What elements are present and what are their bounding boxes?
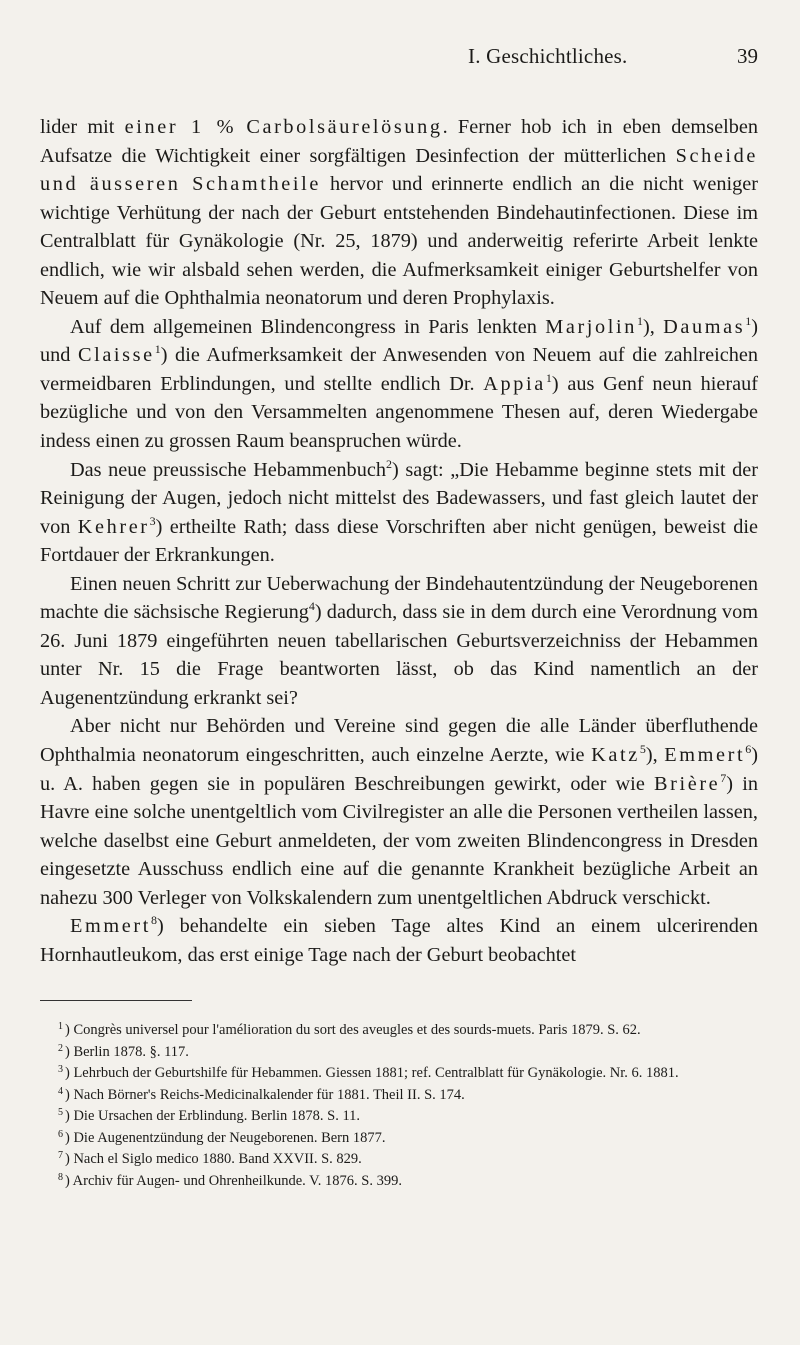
author-name: Emmert — [664, 744, 746, 767]
footnote-ref: 2 — [386, 456, 392, 471]
footnote-ref: 6 — [745, 742, 752, 757]
author-name: Emmert — [70, 915, 151, 938]
paragraph-5: Aber nicht nur Behörden und Vereine sind gegen die alle Länder überfluthende Ophthalmia neonatorum eingeschritten, auch einzelne Aerzte, wie Katz$^5$), Emmert$^6$) u. A. haben gegen sie in populären Beschreibungen gewirkt, oder wie Brière$^7$) in Havre eine solche unentgeltlich vom Civilregister an alle die Personen vertheilen lassen, welche daselbst eine Geburt anmeldeten, der vom zweiten Blindencongress in Dresden eingesetzte Ausschuss endlich eine auf die genannte Krankheit bezügliche Arbeit an nahezu 300 Verleger von Volkskalendern zum unentgeltlichen Abdruck verschickt. — [40, 715, 758, 909]
author-name: Claisse — [77, 344, 155, 367]
body-text — [40, 113, 758, 969]
footnote-ref: 1 — [154, 342, 161, 357]
footnote: $^7$ ) Nach el Siglo medico 1880. Band XXVII. S. 829. — [58, 1150, 362, 1167]
chapter-title: I. Geschichtliches. — [468, 44, 628, 68]
footnote-ref: 1 — [637, 313, 643, 328]
footnote: $^2$ ) Berlin 1878. §. 117. — [58, 1042, 189, 1060]
footnote-ref: 3 — [149, 513, 156, 528]
author-name: Katz — [591, 744, 640, 767]
footnotes — [40, 1020, 758, 1192]
paragraph-6: Emmert$^8$) behandelte ein sieben Tage altes Kind an einem ulcerirenden Hornhautleukom, das erst einige Tage nach der Geburt beobachtet — [40, 913, 758, 966]
footnote-ref: 7 — [720, 770, 727, 785]
footnote: $^6$ ) Die Augenentzündung der Neugeborenen. Bern 1877. — [58, 1128, 386, 1146]
footnote: $^4$ ) Nach Börner's Reichs-Medicinalkalender für 1881. Theil II. S. 174. — [58, 1085, 465, 1103]
author-name: Marjolin — [545, 315, 637, 338]
footnote-ref: 5 — [639, 742, 646, 757]
footnote: $^1$ ) Congrès universel pour l'amélioration du sort des aveugles et des sourds-muets. Paris 1879. S. 62. — [58, 1021, 641, 1038]
author-name: Appia — [483, 372, 546, 395]
footnote-ref: 1 — [745, 313, 752, 328]
footnote: $^8$ ) Archiv für Augen- und Ohrenheilkunde. V. 1876. S. 399. — [58, 1171, 402, 1189]
paragraph-1: lider mit einer 1 % Carbolsäurelösung. Ferner hob ich in eben demselben Aufsatze die Wichtigkeit einer sorgfältigen Desinfection der mütterlichen Scheide und äusseren Schamtheile hervor und erinnerte endlich an die nicht weniger wichtige Verhütung der nach der Geburt entstehenden Bindehautinfectionen. Diese im Centralblatt für Gynäkologie (Nr. 25, 1879) und anderweitig referirte Arbeit lenkte endlich, wie wir alsbald sehen werden, die Aufmerksamkeit einiger Geburtshelfer von Neuem auf die Ophthalmia neonatorum und deren Prophylaxis. — [40, 116, 758, 310]
paragraph-2: Auf dem allgemeinen Blindencongress in Paris lenkten Marjolin$^1$), Daumas$^1$) und Claisse$^1$) die Aufmerksamkeit der Anwesenden von Neuem auf die zahlreichen vermeidbaren Erblindungen, und stellte endlich Dr. Appia$^1$) aus Genf neun hierauf bezügliche und von den Versammelten angenommene Thesen auf, deren Wiedergabe indess einen zu grossen Raum beanspruchen würde. — [40, 313, 759, 453]
author-name: Daumas — [663, 315, 746, 338]
footnote: $^5$ ) Die Ursachen der Erblindung. Berlin 1878. S. 11. — [58, 1107, 361, 1124]
page-number: 39 — [737, 44, 758, 68]
footnote-ref: 1 — [545, 370, 552, 385]
running-header — [0, 44, 800, 74]
footnote: $^3$ ) Lehrbuch der Geburtshilfe für Hebammen. Giessen 1881; ref. Centralblatt für Gynäkologie. Nr. 6. 1881. — [58, 1064, 679, 1081]
author-name: Brière — [654, 772, 721, 795]
footnote-divider — [40, 1000, 192, 1001]
footnote-ref: 8 — [150, 913, 157, 928]
footnote-ref: 4 — [308, 599, 315, 614]
paragraph-4: Einen neuen Schritt zur Ueberwachung der Bindehautentzündung der Neugeborenen machte die sächsische Regierung$^4$) dadurch, dass sie in dem durch eine Verordnung vom 26. Juni 1879 eingeführten neuen tabellarischen Geburtsverzeichniss der Hebammen unter Nr. 15 die Frage beantworten lässt, ob das Kind namentlich an der Augenentzündung erkrankt sei? — [40, 572, 758, 709]
author-name: Kehrer — [77, 515, 150, 538]
paragraph-3: Das neue preussische Hebammenbuch$^2$) sagt: „Die Hebamme beginne stets mit der Reinigung der Augen, jedoch nicht mittelst des Badewassers, und fast gleich lautet der von Kehrer$^3$) ertheilte Rath; dass diese Vorschriften aber nicht genügen, beweist die Fortdauer der Erkrankungen. — [40, 456, 759, 567]
